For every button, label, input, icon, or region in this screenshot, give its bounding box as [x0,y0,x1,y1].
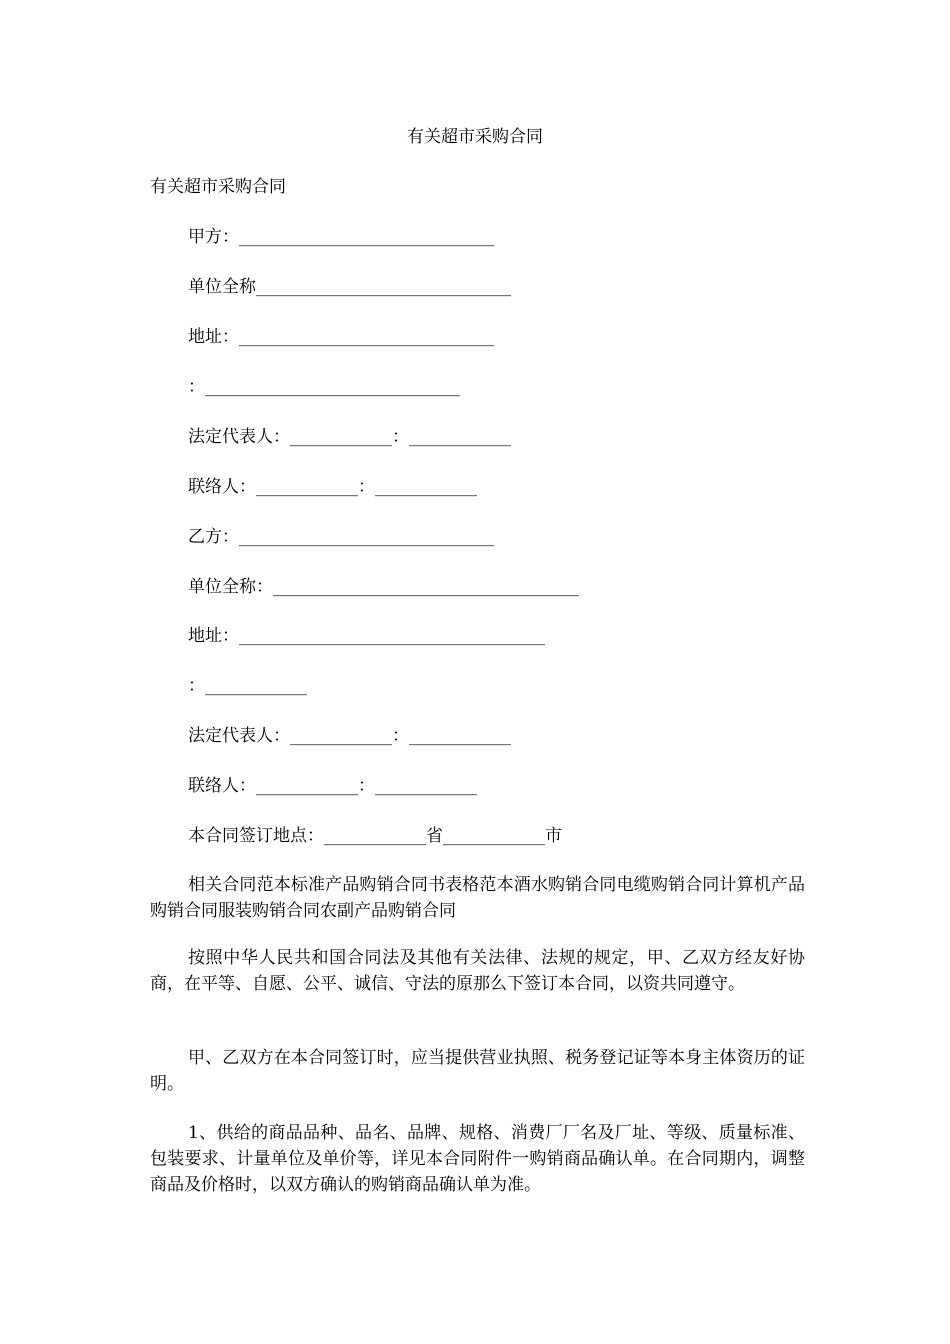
party-b-contact-line: ：____________ [188,676,307,696]
contract-basis-paragraph: 按照中华人民共和国合同法及其他有关法律、法规的规定，甲、乙双方经友好协商，在平等、自愿、公平、诚信、守法的原那么下签订本合同，以资共同遵守。 [150,948,805,994]
signing-location-line: 本合同签订地点：____________省____________市 [188,826,562,846]
party-a-line: 甲方：______________________________ [188,227,494,247]
party-a-contact-line: ：______________________________ [188,377,460,397]
party-a-legal-representative-line: 法定代表人：____________：____________ [188,427,511,447]
party-a-contact-person-line: 联络人：____________：____________ [188,477,477,497]
party-b-contact-person-line: 联络人：____________：____________ [188,776,477,796]
document-subtitle: 有关超市采购合同 [150,177,286,197]
document-title: 有关超市采购合同 [407,127,543,147]
party-b-company-name-line: 单位全称：____________________________________ [188,577,579,597]
related-templates-paragraph: 相关合同范本标准产品购销合同书表格范本酒水购销合同电缆购销合同计算机产品购销合同服装购销合同农副产品购销合同 [150,875,805,921]
clause-1-paragraph: 1、供给的商品品种、品名、品牌、规格、消费厂厂名及厂址、等级、质量标准、包装要求、计量单位及单价等，详见本合同附件一购销商品确认单。在合同期内，调整商品及价格时，以双方确认的购销商品确认单为准。 [150,1123,805,1195]
party-b-line: 乙方：______________________________ [188,527,494,547]
party-b-legal-representative-line: 法定代表人：____________：____________ [188,726,511,746]
party-a-address-line: 地址：______________________________ [188,327,494,347]
party-a-company-name-line: 单位全称______________________________ [188,277,511,297]
qualification-paragraph: 甲、乙双方在本合同签订时，应当提供营业执照、税务登记证等本身主体资历的证明。 [150,1048,805,1094]
party-b-address-line: 地址：____________________________________ [188,626,545,646]
